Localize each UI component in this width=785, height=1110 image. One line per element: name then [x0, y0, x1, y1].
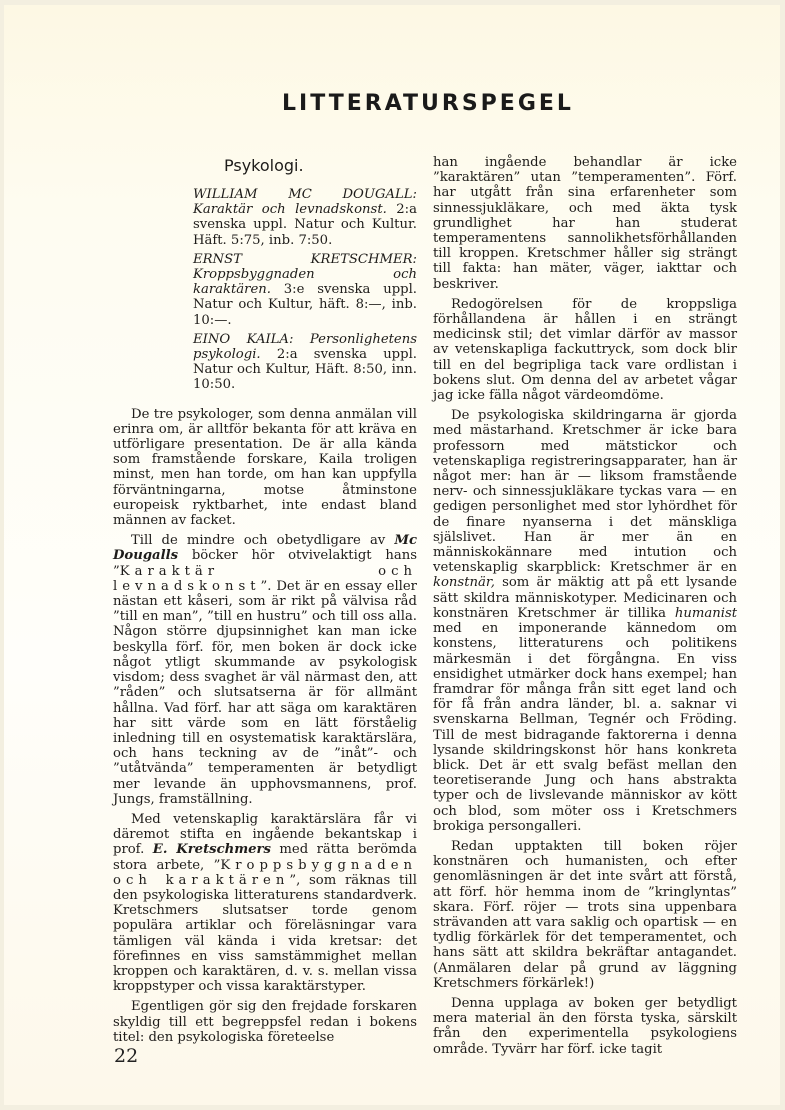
- paragraph: Egentligen gör sig den frejdade forskaren skyldig till ett begreppsfel redan i bokens titel: den psykologiska företeelse: [113, 999, 417, 1045]
- paragraph: Denna upplaga av boken ger betydligt mera material än den första tyska, särskilt från den experimentella psykologiens område. Tyvärr har förf. icke tagit: [433, 995, 737, 1057]
- text: ”. Det är en essay eller nästan ett kåseri, som är rikt på välvisa råd ”till en man”, ”till en hustru” och till oss alla. Någon större djupsinnighet kan man icke beskylla förf. för, men boken är dock icke något ytligt skummande av psykologisk visdom; dess svaghet är väl närmast den, att ”råden” och slutsatserna är för allmänt hållna. Vad förf. har att säga om karaktären har sitt värde som en lätt förståelig inledning till en osystematisk karaktärslära, och hans teckning av de ”inåt”- och ”utåtvända” temperamenten är betydligt mer levande än upphovsmannens, prof. Jungs, framställning.: [113, 578, 417, 807]
- bib-entry: [193, 252, 417, 328]
- book-title: Karaktär och levnadskonst: [113, 563, 417, 594]
- bib-title: Kroppsbyggnaden och karaktären.: [193, 267, 417, 298]
- emphasis: humanist: [674, 605, 738, 621]
- bib-details: 2:a svenska uppl. Natur och Kultur, Häft. 8:50, inn. 10:50.: [193, 347, 417, 393]
- author-name: Mc Dougalls: [113, 533, 417, 564]
- bib-details: 2:a svenska uppl. Natur och Kultur. Häft. 5:75, inb. 7:50.: [193, 202, 417, 248]
- bib-entry: [193, 332, 417, 393]
- page-title: LITTERATURSPEGEL: [282, 91, 574, 116]
- text: Till de mindre och obetydligare av: [131, 533, 386, 549]
- paragraph: Redan upptakten till boken röjer konstnären och humanisten, och efter genomläsningen är det inte svårt att förstå, att förf. hör hemma inom de ”kringlyntas” skara. Förf. röjer — trots sina uppenbara strävanden att vara saklig och opartisk — en tydlig förkärlek för det temperamentet, och hans sätt att skildra bekräftar antagandet. (Anmälaren delar på grund av läggning Kretschmers förkärlek!): [433, 838, 737, 991]
- paragraph: [113, 533, 417, 807]
- section-heading: Psykologi.: [224, 156, 304, 175]
- bibliography: [193, 187, 417, 393]
- paragraph: [113, 812, 417, 994]
- bib-title: Karaktär och levnadskonst.: [193, 202, 387, 218]
- bib-author: ERNST KRETSCHMER:: [193, 251, 417, 267]
- bib-details: 3:e svenska uppl. Natur och Kultur, häft. 8:—, inb. 10:—.: [193, 282, 417, 328]
- bib-entry: [193, 187, 417, 248]
- text: med rätta berömda stora arbete, ”: [113, 842, 417, 873]
- book-title: Kroppsbyggnaden och karaktären: [113, 857, 417, 888]
- page: [4, 5, 780, 1105]
- paragraph: Redogörelsen för de kroppsliga förhållandena är hållen i en strängt medicinsk stil; det vimlar därför av massor av vetenskapliga fackuttryck, som dock blir till en del begripliga tack vare ordlistan i bokens slut. Om denna del av arbetet vågar jag icke fälla något värdeomdöme.: [433, 296, 737, 404]
- bib-author: WILLIAM MC DOUGALL:: [193, 187, 417, 202]
- bib-title: Personlighetens psykologi.: [193, 331, 417, 363]
- bib-author: EINO KAILA:: [193, 331, 294, 347]
- text: böcker hör otvivelaktigt hans ”: [113, 548, 417, 579]
- page-number: 22: [114, 1045, 139, 1067]
- text: ”, som räknas till den psykologiska litteraturens standardverk. Kretschmers slutsatser torde genom populära artiklar och föreläsningar vara tämligen väl kända i vida kretsar: det förefinnes en viss samstämmighet mellan kroppen och karaktären, d. v. s. mellan vissa kroppstyper och vissa karaktärstyper.: [113, 872, 417, 995]
- text: Med vetenskaplig karaktärslära får vi däremot stifta en ingående bekantskap i prof.: [113, 811, 417, 858]
- author-name: E. Kretschmers: [152, 842, 271, 858]
- paragraph: han ingående behandlar är icke ”karaktären” utan ”temperamenten”. Förf. har utgått från sina erfarenheter som sinnessjukläkare, och med äkta tysk grundlighet har han studerat temperamentens sannolikhetsförhållanden till kroppen. Kretschmer håller sig strängt till fakta: han mäter, väger, iakttar och beskriver.: [433, 155, 737, 292]
- right-column: [433, 155, 737, 1062]
- left-column: [113, 151, 417, 1050]
- text: med en imponerande kännedom om konstens, litteraturens och politikens märkesmän i det förgångna. En viss ensidighet utmärker dock hans exempel; han framdrar för många från sitt eget land och för få från andra länder, bl. a. saknar vi svenskarna Bellman, Tegnér och Fröding. Till de mest bidragande faktorerna i denna lysande skildringskonst hör hans konkreta blick. Det är ett svalg befäst mellan den teoretiserande Jung och hans abstrakta typer och de livslevande människor av kött och blod, som möter oss i Kretschmers brokiga persongalleri.: [433, 621, 737, 834]
- paragraph: De tre psykologer, som denna anmälan vill erinra om, är alltför bekanta för att kräva en utförligare presentation. De är alla kända som framstående forskare, Kaila troligen minst, men han torde, om han kan uppfylla förväntningarna, motse åtminstone europeisk ryktbarhet, inte endast bland männen av facket.: [113, 406, 417, 529]
- text: som är mäktig att på ett lysande sätt skildra människotyper. Medicinaren och konstnären Kretschmer är tillika: [433, 575, 737, 621]
- text: De psykologiska skildringarna är gjorda med mästarhand. Kretschmer är icke bara professorn med mätstickor och vetenskapliga registreringsapparater, han är något mer: han är — liksom framstående nerv- och sinnessjukläkare tyckas vara — en gedigen personlighet med stor lyhördhet för de finare nyanserna i det mänskliga själslivet. Han är mer än en människokännare med intution och vetenskaplig skarpblick: Kretschmer är en: [433, 408, 737, 576]
- paragraph: [433, 408, 737, 834]
- emphasis: konstnär,: [433, 575, 495, 591]
